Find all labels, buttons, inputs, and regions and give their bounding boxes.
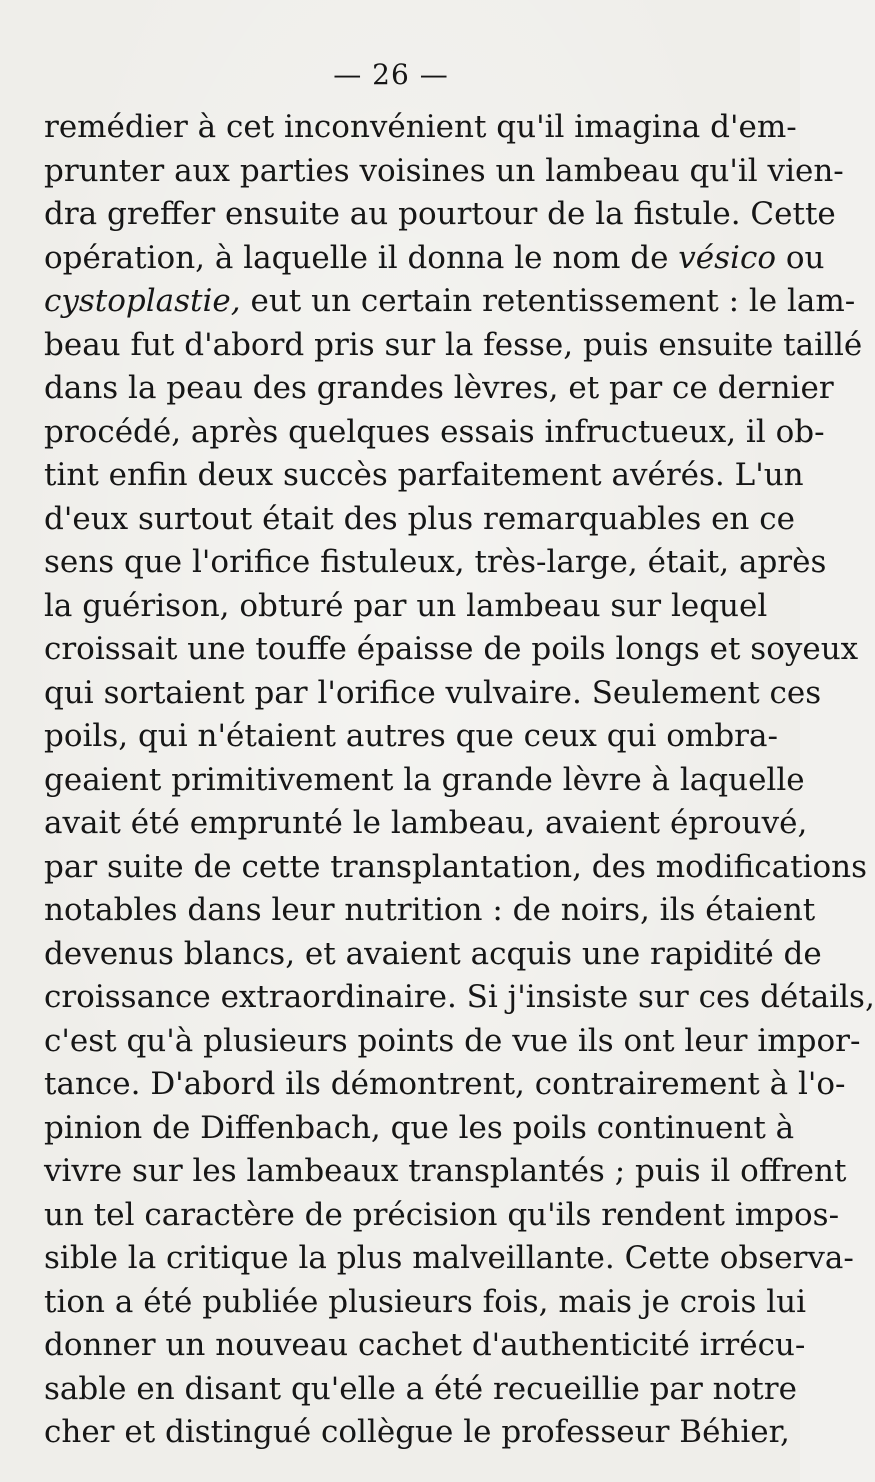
- text-line: remédier à cet inconvénient qu'il imagina d'em-: [44, 109, 797, 145]
- text-line: tance. D'abord ils démontrent, contrairement à l'o-: [44, 1066, 846, 1102]
- italic-term: vésico: [678, 239, 776, 276]
- text-line: avait été emprunté le lambeau, avaient éprouvé,: [44, 805, 808, 841]
- text-line: tint enfin deux succès parfaitement avérés. L'un: [44, 457, 804, 493]
- text-line: devenus blancs, et avaient acquis une rapidité de: [44, 935, 822, 972]
- text-line: geaient primitivement la grande lèvre à laquelle: [44, 761, 805, 798]
- text-line: poils, qui n'étaient autres que ceux qui ombra-: [44, 718, 778, 754]
- text-line: [44, 280, 856, 324]
- text-line: dans la peau des grandes lèvres, et par ce dernier: [44, 370, 834, 406]
- text-line: croissait une touffe épaisse de poils longs et soyeux: [44, 631, 859, 667]
- text-line: croissance extraordinaire. Si j'insiste sur ces détails,: [44, 979, 875, 1015]
- text-line: qui sortaient par l'orifice vulvaire. Seulement ces: [44, 674, 822, 711]
- text-line: prunter aux parties voisines un lambeau qu'il vien-: [44, 152, 844, 189]
- text-line: c'est qu'à plusieurs points de vue ils ont leur impor-: [44, 1022, 861, 1059]
- text-line: beau fut d'abord pris sur la fesse, puis ensuite taillé: [44, 326, 863, 363]
- text-line: donner un nouveau cachet d'authenticité irrécu-: [44, 1327, 806, 1363]
- text-line: vivre sur les lambeaux transplantés ; puis il offrent: [44, 1153, 847, 1189]
- text-line: sens que l'orifice fistuleux, très-large, était, après: [44, 544, 827, 580]
- italic-term: cystoplastie,: [44, 283, 241, 319]
- text-line: cher et distingué collègue le professeur Béhier,: [44, 1414, 790, 1450]
- body-text: [44, 106, 875, 1455]
- text-line: d'eux surtout était des plus remarquables en ce: [44, 500, 795, 537]
- text-line: la guérison, obturé par un lambeau sur lequel: [44, 587, 768, 624]
- text-line: procédé, après quelques essais infructueux, il ob-: [44, 413, 825, 450]
- text-line: notables dans leur nutrition : de noirs, ils étaient: [44, 892, 816, 928]
- page-number: — 26 —: [333, 58, 449, 91]
- text-line: sable en disant qu'elle a été recueillie par notre: [44, 1370, 797, 1407]
- text-line: [44, 237, 825, 281]
- text-line: pinion de Diffenbach, que les poils continuent à: [44, 1109, 795, 1146]
- text-line: dra greffer ensuite au pourtour de la fistule. Cette: [44, 196, 836, 232]
- text-line: un tel caractère de précision qu'ils rendent impos-: [44, 1196, 840, 1233]
- text-segment: eut un certain retentissement : le lam-: [240, 283, 856, 319]
- text-line: tion a été publiée plusieurs fois, mais je crois lui: [44, 1283, 807, 1320]
- text-segment: opération, à laquelle il donna le nom de: [44, 239, 679, 276]
- text-segment: ou: [776, 239, 825, 276]
- text-line: par suite de cette transplantation, des modifications: [44, 848, 867, 885]
- text-line: sible la critique la plus malveillante. Cette observa-: [44, 1240, 854, 1276]
